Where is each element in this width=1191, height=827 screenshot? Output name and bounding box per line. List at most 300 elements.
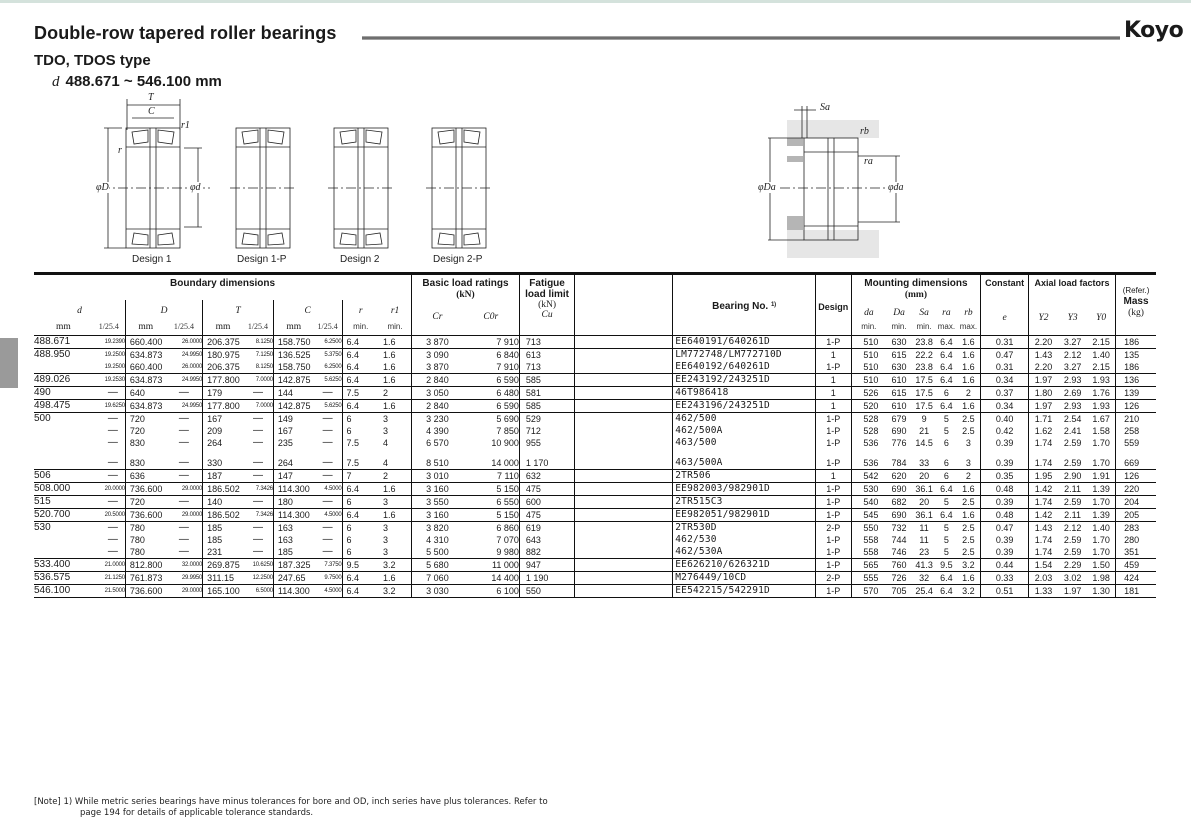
cell-C-in (314, 483, 342, 496)
mounting-label: Mounting dimensions (864, 278, 968, 289)
value-Y0: 1.67 (1092, 414, 1110, 424)
cell-Y2 (1029, 349, 1058, 374)
value-ra: 5 (943, 497, 949, 507)
cell-D-in (166, 509, 203, 522)
value-e: 0.48 (995, 510, 1014, 520)
cell-no (673, 483, 816, 496)
value-D-in: 29.0000 (181, 588, 203, 594)
value-T-in: 12.2500 (252, 575, 273, 581)
cell--sp (575, 522, 673, 559)
value-mass: 186 (1124, 337, 1140, 347)
cell-D-in (166, 572, 203, 585)
cell-D-in (166, 522, 203, 559)
unit-d-inch: 1/25.4 (93, 322, 126, 336)
cell-T (203, 470, 243, 483)
cell-d (34, 336, 93, 349)
value-Cu: 713 (525, 337, 541, 347)
cell-D (125, 559, 165, 572)
cell-C-in (314, 585, 342, 598)
value-rb: 2 (965, 471, 971, 481)
cell-Y3 (1058, 374, 1087, 387)
value-design: 1-P (826, 426, 841, 436)
dim-label-d: φd (190, 182, 201, 193)
cell-C0r (463, 585, 520, 598)
col-Cr (412, 300, 463, 322)
col-Cu (519, 300, 574, 322)
cell-r1 (379, 522, 412, 559)
mass-label: Mass (1123, 296, 1149, 307)
cell-D (125, 572, 165, 585)
cell-Cr (412, 374, 463, 387)
value-Y2: 1.97 (1034, 375, 1053, 385)
bore-diameter: 530 (34, 522, 51, 533)
col-Y3 (1058, 300, 1087, 336)
header-mounting-dimensions (851, 274, 980, 301)
value-C0r: 14 400 (491, 573, 519, 583)
footnote-line-2: page 194 for details of applicable tolerance standards. (80, 808, 314, 818)
cell-T (203, 496, 243, 509)
cell-Cu (519, 336, 574, 349)
cell-C-in (314, 522, 342, 559)
col-d (34, 300, 125, 322)
value-Cr: 4 310 (426, 535, 449, 545)
value-rb: 2.5 (962, 535, 975, 545)
value-Sa: 25.4 (915, 586, 933, 596)
value-Cu: 1 170 (525, 458, 549, 468)
cell-Y2 (1029, 413, 1058, 470)
value-r: 6 (346, 497, 352, 507)
value-ra: 5 (943, 426, 949, 436)
cell-ra (936, 387, 957, 400)
value-T-in: — (252, 387, 263, 398)
bore-diameter: 490 (34, 387, 51, 398)
cell-mass (1116, 496, 1156, 509)
cell-D-in (166, 470, 203, 483)
cell-r1 (379, 572, 412, 585)
value-T: 269.875 (207, 560, 240, 570)
cell-mass (1116, 387, 1156, 400)
value-ra: 9.5 (940, 560, 953, 570)
fatigue-label: Fatigue load limit (525, 278, 570, 300)
value-T-in: 10.6250 (252, 562, 273, 568)
cell-rb (957, 496, 981, 509)
value-T: 206.375 (207, 362, 240, 372)
value-rb: 1.6 (962, 362, 975, 372)
bearing-number: EE542215/542291D (675, 585, 770, 596)
value-r1: 1.6 (382, 362, 396, 372)
cell-Cr (412, 585, 463, 598)
cell-D-in (166, 400, 203, 413)
value-T: 231 (207, 547, 223, 557)
cell-Cu (519, 470, 574, 483)
header-mass (1116, 274, 1156, 336)
value-ra: 6 (943, 458, 949, 468)
bore-diameter-inch: 21.5000 (104, 588, 125, 594)
value-Y3: 2.54 (1063, 414, 1082, 424)
side-tab-marker (0, 338, 18, 388)
cell-Y2 (1029, 387, 1058, 400)
cell-design (815, 509, 851, 522)
value-Sa: 23 (919, 547, 930, 557)
bearing-no-footnote: 1) (771, 302, 776, 308)
value-Da: 776 (891, 438, 907, 448)
value-Cr: 3 030 (426, 586, 449, 596)
value-Cr: 3 160 (426, 510, 449, 520)
cell-Y3 (1058, 470, 1087, 483)
value-da: 510 (863, 375, 879, 385)
value-D: 634.873 (129, 401, 163, 411)
cell-Da (886, 470, 912, 483)
cell-Sa (912, 413, 936, 470)
cell-r (342, 470, 379, 483)
design-2p-label: Design 2-P (433, 254, 483, 265)
bearing-number: 462/530 (675, 534, 717, 545)
value-da: 565 (863, 560, 879, 570)
value-Sa: 36.1 (915, 484, 933, 494)
col-Cr-label: Cr (432, 312, 443, 322)
cell-C0r (463, 470, 520, 483)
cell-Sa (912, 387, 936, 400)
col-d-label: d (77, 306, 82, 316)
value-Y0: 2.15 (1092, 362, 1110, 372)
value-D: 720 (129, 497, 145, 507)
value-Cu: 550 (525, 586, 541, 596)
cell-T-in (243, 572, 273, 585)
cell-D-in (166, 496, 203, 509)
value-C: 142.875 (277, 401, 311, 411)
value-Y2: 2.20 (1034, 337, 1053, 347)
page-subtitle: TDO, TDOS type (34, 52, 151, 69)
value-C-in: 9.7500 (324, 575, 342, 581)
value-T-in: 7.0000 (255, 403, 273, 409)
value-Y3: 2.12 (1063, 350, 1082, 360)
value-D: 660.400 (129, 337, 163, 347)
value-design: 1-P (826, 586, 841, 596)
cell-mass (1116, 374, 1156, 387)
value-D-in: 29.9950 (181, 575, 203, 581)
cell-Cr (412, 496, 463, 509)
value-Cu: 882 (525, 547, 541, 557)
cell-rb (957, 509, 981, 522)
cell-C0r (463, 336, 520, 349)
value-C: 114.300 (277, 510, 310, 520)
value-T-in: — (252, 534, 263, 545)
value-rb: 1.6 (962, 401, 975, 411)
bore-diameter-inch: — (107, 546, 118, 557)
value-da: 520 (863, 401, 879, 411)
value-T: 179 (207, 388, 223, 398)
value-e: 0.34 (995, 401, 1014, 411)
value-design: 1 (830, 401, 836, 411)
cell-Y2 (1029, 470, 1058, 483)
value-e: 0.33 (995, 573, 1014, 583)
cell-r1 (379, 496, 412, 509)
value-Cu: 947 (525, 560, 541, 570)
value-rb: 2.5 (962, 547, 975, 557)
table-row (34, 374, 1156, 387)
value-Y0: 1.70 (1092, 547, 1110, 557)
col-ra (936, 300, 957, 322)
value-C: 136.525 (277, 350, 311, 360)
value-C-in: 4.5000 (324, 512, 342, 518)
value-e: 0.39 (995, 438, 1014, 448)
bore-diameter-inch: 19.6250 (104, 403, 125, 409)
cell-C-in (314, 496, 342, 509)
cell-Cr (412, 387, 463, 400)
bearing-number: EE640191/640261D (675, 336, 770, 347)
bearing-number: EE982003/982901D (675, 483, 770, 494)
cell-r1 (379, 336, 412, 349)
cell-r1 (379, 470, 412, 483)
cell-C (273, 559, 313, 572)
cell-Y0 (1087, 522, 1115, 559)
cell-ra (936, 585, 957, 598)
value-r1: 2 (382, 471, 388, 481)
value-Y0: 2.15 (1092, 337, 1110, 347)
cell-D (125, 413, 165, 470)
value-Y0: 1.40 (1092, 523, 1110, 533)
spacer-col (575, 300, 673, 322)
unit-D-mm: mm (125, 322, 165, 336)
value-ra: 6.4 (940, 362, 953, 372)
cell-Sa (912, 509, 936, 522)
cell-mass (1116, 483, 1156, 496)
table-row (34, 572, 1156, 585)
cell-da (851, 349, 886, 374)
cell-Y2 (1029, 400, 1058, 413)
value-Sa: 17.5 (915, 375, 933, 385)
value-D: 780 (129, 523, 145, 533)
col-Da-label: Da (893, 308, 905, 318)
bearing-number: 463/500 (675, 437, 717, 448)
value-da: 555 (863, 573, 879, 583)
col-r1-label: r1 (390, 306, 400, 316)
value-da: 528 (863, 414, 879, 424)
bore-diameter-inch: — (107, 470, 118, 481)
bearing-number: 462/530A (675, 546, 723, 557)
value-ra: 6 (943, 438, 949, 448)
cell-T (203, 336, 243, 349)
cell-Da (886, 387, 912, 400)
value-e: 0.47 (995, 523, 1014, 533)
value-C: 163 (277, 535, 293, 545)
value-e: 0.31 (995, 337, 1014, 347)
dim-label-r: r (118, 145, 122, 156)
col-Y0-label: Y0 (1096, 312, 1107, 323)
cell--sp (575, 349, 673, 374)
value-mass: 559 (1124, 438, 1140, 448)
value-e: 0.47 (995, 350, 1014, 360)
cell-C (273, 585, 313, 598)
value-C0r: 6 860 (496, 523, 519, 533)
cell-D (125, 470, 165, 483)
cell-C (273, 509, 313, 522)
cell-T-in (243, 496, 273, 509)
value-ra: 6.4 (940, 375, 953, 385)
bearing-number: EE243196/243251D (675, 400, 770, 411)
value-rb: 1.6 (962, 350, 975, 360)
value-r1: 1.6 (382, 573, 396, 583)
value-Y2: 1.43 (1034, 523, 1053, 533)
value-design: 1-P (826, 362, 841, 372)
value-da: 558 (863, 547, 879, 557)
value-r: 9.5 (346, 560, 360, 570)
value-Cr: 3 870 (426, 337, 449, 347)
unit-C-mm: mm (273, 322, 313, 336)
cell-r1 (379, 559, 412, 572)
value-T-in: 8.1250 (255, 339, 273, 345)
bearing-designs-diagram (60, 90, 520, 270)
value-Y0: 1.40 (1092, 350, 1110, 360)
cell-Y3 (1058, 559, 1087, 572)
value-r1: 1.6 (382, 401, 396, 411)
footnote (34, 797, 548, 819)
value-r1: 3 (382, 535, 388, 545)
value-C-in: — (322, 425, 333, 436)
cell-e (981, 585, 1029, 598)
bearing-number: 2TR515C3 (675, 496, 723, 507)
value-Sa: 17.5 (915, 401, 933, 411)
cell-C-in (314, 413, 342, 470)
value-ra: 6.4 (940, 586, 953, 596)
header-fatigue-load-limit (519, 274, 574, 301)
cell-C (273, 374, 313, 387)
cell-T (203, 400, 243, 413)
value-Y0: 1.91 (1092, 471, 1110, 481)
value-r1: 1.6 (382, 484, 396, 494)
bore-diameter-inch: — (107, 457, 118, 468)
value-r: 6.4 (346, 337, 360, 347)
cell-r (342, 400, 379, 413)
cell-Y3 (1058, 349, 1087, 374)
value-r: 6 (346, 547, 352, 557)
value-rb: 1.6 (962, 375, 975, 385)
value-rb: 2.5 (962, 414, 975, 424)
cell-r (342, 349, 379, 374)
cell-Cu (519, 572, 574, 585)
value-e: 0.34 (995, 375, 1014, 385)
cell-Cr (412, 336, 463, 349)
mount-label-da: φda (888, 182, 904, 193)
cell-Y0 (1087, 470, 1115, 483)
value-Cu: 632 (525, 471, 541, 481)
cell-d-in (93, 559, 126, 572)
cell--sp (575, 336, 673, 349)
cell-D-in (166, 413, 203, 470)
bearing-number: LM772748/LM772710D (675, 349, 782, 360)
value-C-in: — (322, 413, 333, 424)
value-Da: 744 (891, 535, 907, 545)
cell-Da (886, 413, 912, 470)
col-D-label: D (160, 306, 168, 316)
cell-Cu (519, 400, 574, 413)
cell-da (851, 470, 886, 483)
value-C: 147 (277, 471, 293, 481)
cell-D (125, 374, 165, 387)
cell-Cr (412, 559, 463, 572)
value-Da: 690 (891, 484, 907, 494)
table-row (34, 585, 1156, 598)
cell-Y2 (1029, 585, 1058, 598)
value-r: 7.5 (346, 458, 360, 468)
cell-d-in (93, 522, 126, 559)
value-T: 187 (207, 471, 223, 481)
range-value: 488.671 ~ 546.100 mm (65, 73, 222, 90)
cell-Y3 (1058, 509, 1087, 522)
value-e: 0.39 (995, 547, 1014, 557)
value-D: 720 (129, 426, 145, 436)
table-body (34, 336, 1156, 598)
value-D-in: — (178, 534, 189, 545)
header-bearing-no (673, 274, 816, 336)
value-C: 114.300 (277, 484, 310, 494)
cell-d-in (93, 496, 126, 509)
unit-d-mm: mm (34, 322, 93, 336)
bore-diameter-inch: 19.2500 (104, 352, 125, 358)
value-C: 180 (277, 497, 293, 507)
cell-e (981, 470, 1029, 483)
cell-r1 (379, 585, 412, 598)
cell-D-in (166, 559, 203, 572)
bore-diameter: 500 (34, 413, 51, 424)
value-r1: 3 (382, 547, 388, 557)
value-design: 1-P (826, 438, 841, 448)
cell-design (815, 349, 851, 374)
cell--sp (575, 413, 673, 470)
value-C0r: 10 900 (491, 438, 519, 448)
cell-Da (886, 336, 912, 349)
title-rule (362, 36, 1120, 40)
value-mass: 186 (1124, 362, 1140, 372)
value-Y3: 2.59 (1063, 497, 1082, 507)
value-Sa: 17.5 (915, 388, 933, 398)
cell-Cu (519, 374, 574, 387)
cell-C (273, 522, 313, 559)
value-mass: 459 (1124, 560, 1140, 570)
cell-Da (886, 349, 912, 374)
value-Da: 760 (891, 560, 907, 570)
cell-Sa (912, 470, 936, 483)
cell-rb (957, 374, 981, 387)
cell-Y2 (1029, 483, 1058, 496)
value-Da: 630 (891, 337, 907, 347)
bore-diameter: 520.700 (34, 509, 71, 520)
bore-diameter: 533.400 (34, 559, 71, 570)
cell-e (981, 522, 1029, 559)
col-Y0 (1087, 300, 1115, 336)
value-Y2: 1.43 (1034, 350, 1053, 360)
unit-da-min: min. (851, 322, 886, 336)
value-da: 536 (863, 438, 879, 448)
cell-C-in (314, 509, 342, 522)
bore-diameter-inch: — (107, 425, 118, 436)
cell-d-in (93, 349, 126, 374)
col-rb (957, 300, 981, 322)
value-D: 660.400 (129, 362, 163, 372)
cell-d (34, 387, 93, 400)
value-T-in: 7.3426 (255, 486, 273, 492)
bore-diameter-inch: — (107, 496, 118, 507)
value-Cu: 529 (525, 414, 541, 424)
value-Y3: 2.41 (1063, 426, 1082, 436)
cell-T (203, 585, 243, 598)
value-Sa: 11 (919, 535, 929, 545)
value-e: 0.39 (995, 458, 1014, 468)
value-da: 540 (863, 497, 879, 507)
value-da: 536 (863, 458, 879, 468)
cell-D (125, 522, 165, 559)
value-D-in: 26.0000 (181, 364, 203, 370)
